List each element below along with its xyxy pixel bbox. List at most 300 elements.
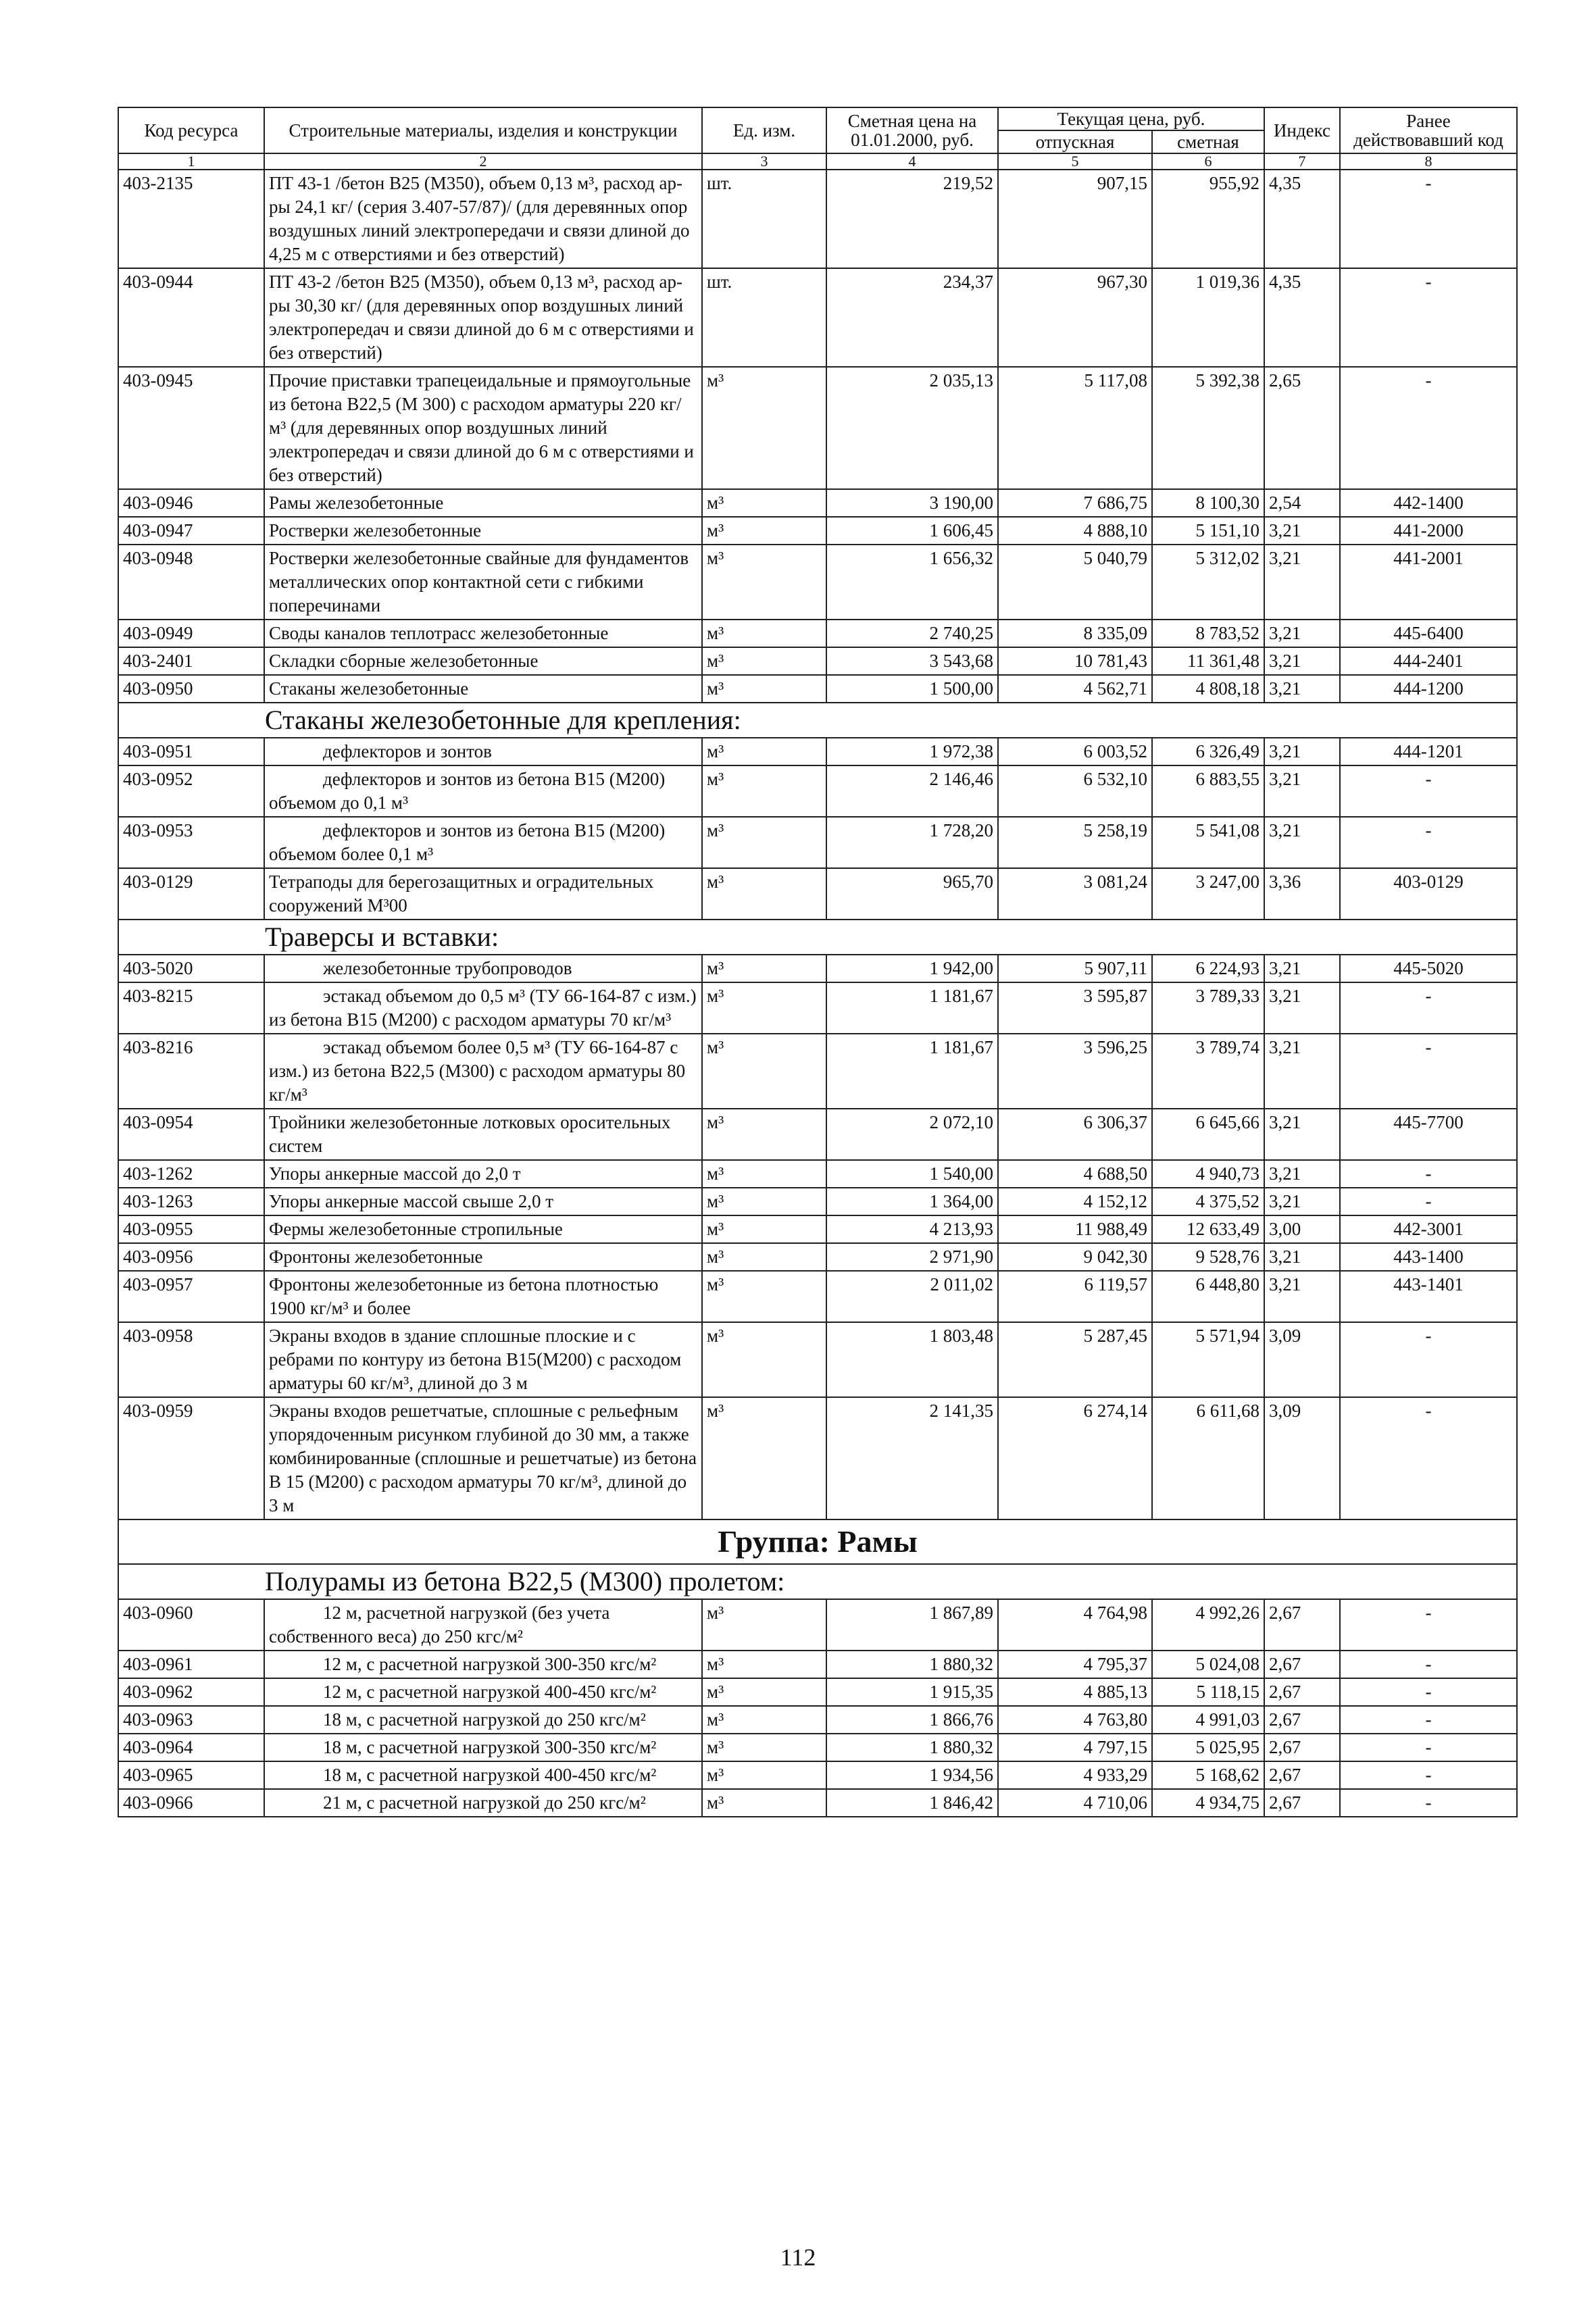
smeta-price: 8 100,30 (1152, 489, 1264, 517)
resource-code: 403-0966 (118, 1789, 264, 1817)
unit-of-measure: м³ (702, 1188, 826, 1215)
previous-code: 441-2000 (1340, 517, 1517, 545)
smeta-price: 5 312,02 (1152, 545, 1264, 620)
previous-code: 442-1400 (1340, 489, 1517, 517)
price-index: 3,09 (1264, 1397, 1340, 1519)
material-name: ПТ 43-1 /бетон В25 (М350), объем 0,13 м³, расход ар-ры 24,1 кг/ (серия 3.407-57/87)/ (для деревянных опор воздушных линий электропередачи и связи длиной до 4,25 м с отверстиями и без отверстий) (264, 170, 702, 268)
unit-of-measure: м³ (702, 1034, 826, 1109)
price-index: 3,21 (1264, 817, 1340, 868)
unit-of-measure: м³ (702, 1706, 826, 1734)
price-index: 2,65 (1264, 367, 1340, 489)
table-row (118, 1215, 1517, 1243)
previous-code: 444-1200 (1340, 675, 1517, 703)
estimate-price: 1 866,76 (826, 1706, 998, 1734)
release-price: 9 042,30 (998, 1243, 1152, 1271)
estimate-price: 1 181,67 (826, 1034, 998, 1109)
release-price: 907,15 (998, 170, 1152, 268)
previous-code: 444-2401 (1340, 647, 1517, 675)
estimate-price: 2 011,02 (826, 1271, 998, 1322)
unit-of-measure: м³ (702, 489, 826, 517)
material-name: Своды каналов теплотрасс железобетонные (264, 620, 702, 647)
material-name: Ростверки железобетонные (264, 517, 702, 545)
previous-code: 403-0129 (1340, 868, 1517, 920)
previous-code: - (1340, 268, 1517, 367)
header-release-price: отпускная (998, 130, 1152, 153)
resource-code: 403-1262 (118, 1160, 264, 1188)
previous-code: - (1340, 1678, 1517, 1706)
resource-code: 403-0957 (118, 1271, 264, 1322)
resource-code: 403-2135 (118, 170, 264, 268)
previous-code: - (1340, 1188, 1517, 1215)
smeta-price: 12 633,49 (1152, 1215, 1264, 1243)
resource-code: 403-0945 (118, 367, 264, 489)
table-row (118, 1789, 1517, 1817)
estimate-price: 1 972,38 (826, 738, 998, 765)
smeta-price: 3 789,74 (1152, 1034, 1264, 1109)
unit-of-measure: м³ (702, 1215, 826, 1243)
unit-of-measure: м³ (702, 738, 826, 765)
smeta-price: 6 611,68 (1152, 1397, 1264, 1519)
unit-of-measure: м³ (702, 868, 826, 920)
column-number: 8 (1340, 153, 1517, 170)
section-heading: Стаканы железобетонные для крепления: (118, 703, 1517, 738)
resource-code: 403-1263 (118, 1188, 264, 1215)
release-price: 4 888,10 (998, 517, 1152, 545)
previous-code: - (1340, 1706, 1517, 1734)
previous-code: - (1340, 1761, 1517, 1789)
table-row (118, 1678, 1517, 1706)
smeta-price: 6 448,80 (1152, 1271, 1264, 1322)
table-row (118, 765, 1517, 817)
resource-code: 403-0948 (118, 545, 264, 620)
smeta-price: 4 940,73 (1152, 1160, 1264, 1188)
smeta-price: 4 992,26 (1152, 1599, 1264, 1651)
section-heading-row (118, 1564, 1517, 1599)
price-index: 3,21 (1264, 675, 1340, 703)
header-index: Индекс (1264, 107, 1340, 153)
smeta-price: 5 024,08 (1152, 1651, 1264, 1678)
group-heading: Группа: Рамы (118, 1519, 1517, 1564)
price-index: 2,67 (1264, 1789, 1340, 1817)
release-price: 6 274,14 (998, 1397, 1152, 1519)
release-price: 8 335,09 (998, 620, 1152, 647)
section-heading-row (118, 703, 1517, 738)
table-row (118, 647, 1517, 675)
previous-code: - (1340, 765, 1517, 817)
unit-of-measure: м³ (702, 765, 826, 817)
unit-of-measure: м³ (702, 545, 826, 620)
table-row (118, 1243, 1517, 1271)
table-row (118, 620, 1517, 647)
unit-of-measure: шт. (702, 268, 826, 367)
resource-code: 403-8215 (118, 982, 264, 1034)
header-name: Строительные материалы, изделия и конструкции (264, 107, 702, 153)
unit-of-measure: м³ (702, 517, 826, 545)
previous-code: - (1340, 1160, 1517, 1188)
resource-code: 403-0965 (118, 1761, 264, 1789)
price-index: 3,21 (1264, 738, 1340, 765)
previous-code: - (1340, 1599, 1517, 1651)
resource-code: 403-0955 (118, 1215, 264, 1243)
previous-code: - (1340, 367, 1517, 489)
unit-of-measure: м³ (702, 817, 826, 868)
price-table-sheet (118, 107, 1516, 1817)
release-price: 4 764,98 (998, 1599, 1152, 1651)
column-number: 7 (1264, 153, 1340, 170)
price-index: 3,09 (1264, 1322, 1340, 1397)
price-index: 2,67 (1264, 1734, 1340, 1761)
release-price: 4 562,71 (998, 675, 1152, 703)
table-row (118, 517, 1517, 545)
smeta-price: 5 541,08 (1152, 817, 1264, 868)
price-index: 3,21 (1264, 545, 1340, 620)
estimate-price: 1 880,32 (826, 1651, 998, 1678)
resource-code: 403-0954 (118, 1109, 264, 1160)
table-row (118, 1651, 1517, 1678)
resource-code: 403-5020 (118, 955, 264, 982)
table-row (118, 1734, 1517, 1761)
material-name (264, 817, 702, 868)
unit-of-measure: м³ (702, 1734, 826, 1761)
material-name-text: 18 м, с расчетной нагрузкой 300-350 кгс/м² (323, 1737, 657, 1757)
release-price: 11 988,49 (998, 1215, 1152, 1243)
material-name-text: дефлекторов и зонтов из бетона В15 (М200) объемом до 0,1 м³ (269, 769, 666, 813)
table-row (118, 545, 1517, 620)
resource-code: 403-8216 (118, 1034, 264, 1109)
price-index: 4,35 (1264, 268, 1340, 367)
material-name-text: железобетонные трубопроводов (323, 958, 572, 978)
release-price: 5 258,19 (998, 817, 1152, 868)
price-index: 3,00 (1264, 1215, 1340, 1243)
material-name: Экраны входов в здание сплошные плоские и с ребрами по контуру из бетона В15(М200) с расходом арматуры 60 кг/м³, длиной до 3 м (264, 1322, 702, 1397)
unit-of-measure: м³ (702, 1160, 826, 1188)
material-name-text: дефлекторов и зонтов (323, 741, 492, 761)
table-row (118, 1109, 1517, 1160)
estimate-price: 3 543,68 (826, 647, 998, 675)
resource-code: 403-0962 (118, 1678, 264, 1706)
previous-code: - (1340, 982, 1517, 1034)
resource-code: 403-2401 (118, 647, 264, 675)
previous-code: - (1340, 1789, 1517, 1817)
column-number: 6 (1152, 153, 1264, 170)
estimate-price: 1 880,32 (826, 1734, 998, 1761)
resource-code: 403-0946 (118, 489, 264, 517)
material-name: Экраны входов решетчатые, сплошные с рельефным упорядоченным рисунком глубиной до 30 мм, а также комбинированные (сплошные и решетчатые) из бетона В 15 (М200) с расходом арматуры 70 кг/м³, длиной до 3 м (264, 1397, 702, 1519)
price-index: 2,67 (1264, 1706, 1340, 1734)
estimate-price: 1 915,35 (826, 1678, 998, 1706)
resource-code: 403-0949 (118, 620, 264, 647)
material-name: Складки сборные железобетонные (264, 647, 702, 675)
resource-code: 403-0944 (118, 268, 264, 367)
estimate-price: 1 942,00 (826, 955, 998, 982)
table-row (118, 1706, 1517, 1734)
previous-code: 443-1400 (1340, 1243, 1517, 1271)
price-index: 2,67 (1264, 1678, 1340, 1706)
material-name (264, 1734, 702, 1761)
estimate-price: 1 606,45 (826, 517, 998, 545)
resource-code: 403-0956 (118, 1243, 264, 1271)
smeta-price: 6 883,55 (1152, 765, 1264, 817)
price-index: 3,21 (1264, 982, 1340, 1034)
price-index: 3,21 (1264, 1188, 1340, 1215)
estimate-price: 3 190,00 (826, 489, 998, 517)
unit-of-measure: м³ (702, 620, 826, 647)
table-row (118, 1188, 1517, 1215)
material-name-text: дефлекторов и зонтов из бетона В15 (М200) объемом более 0,1 м³ (269, 820, 666, 864)
table-row (118, 268, 1517, 367)
previous-code: 445-5020 (1340, 955, 1517, 982)
price-table (118, 107, 1518, 1817)
material-name-text: 12 м, расчетной нагрузкой (без учета собственного веса) до 250 кгс/м² (269, 1603, 610, 1646)
resource-code: 403-0951 (118, 738, 264, 765)
previous-code: 441-2001 (1340, 545, 1517, 620)
material-name (264, 738, 702, 765)
previous-code: - (1340, 817, 1517, 868)
release-price: 4 795,37 (998, 1651, 1152, 1678)
unit-of-measure: м³ (702, 1322, 826, 1397)
column-number: 3 (702, 153, 826, 170)
price-index: 3,21 (1264, 955, 1340, 982)
unit-of-measure: м³ (702, 1651, 826, 1678)
material-name (264, 1789, 702, 1817)
release-price: 5 907,11 (998, 955, 1152, 982)
material-name: Фронтоны железобетонные из бетона плотностью 1900 кг/м³ и более (264, 1271, 702, 1322)
release-price: 7 686,75 (998, 489, 1152, 517)
estimate-price: 1 846,42 (826, 1789, 998, 1817)
column-number: 4 (826, 153, 998, 170)
material-name (264, 982, 702, 1034)
material-name: Прочие приставки трапецеидальные и прямоугольные из бетона В22,5 (М 300) с расходом арматуры 220 кг/м³ (для деревянных опор воздушных линий электропередач и связи длиной до 6 м с отверстиями и без отверстий) (264, 367, 702, 489)
unit-of-measure: м³ (702, 647, 826, 675)
estimate-price: 2 035,13 (826, 367, 998, 489)
release-price: 4 763,80 (998, 1706, 1152, 1734)
release-price: 4 885,13 (998, 1678, 1152, 1706)
column-numbers-row (118, 153, 1517, 170)
header-smeta-price: сметная (1152, 130, 1264, 153)
estimate-price: 1 181,67 (826, 982, 998, 1034)
previous-code: 444-1201 (1340, 738, 1517, 765)
material-name-text: 12 м, с расчетной нагрузкой 300-350 кгс/м² (323, 1654, 657, 1674)
unit-of-measure: м³ (702, 955, 826, 982)
release-price: 967,30 (998, 268, 1152, 367)
estimate-price: 2 141,35 (826, 1397, 998, 1519)
price-index: 3,21 (1264, 620, 1340, 647)
estimate-price: 2 971,90 (826, 1243, 998, 1271)
material-name (264, 765, 702, 817)
table-body (118, 170, 1517, 1817)
unit-of-measure: м³ (702, 1271, 826, 1322)
table-row (118, 817, 1517, 868)
material-name: Рамы железобетонные (264, 489, 702, 517)
previous-code: - (1340, 1397, 1517, 1519)
release-price: 6 306,37 (998, 1109, 1152, 1160)
smeta-price: 4 808,18 (1152, 675, 1264, 703)
resource-code: 403-0947 (118, 517, 264, 545)
smeta-price: 4 375,52 (1152, 1188, 1264, 1215)
smeta-price: 6 326,49 (1152, 738, 1264, 765)
material-name: Ростверки железобетонные свайные для фундаментов металлических опор контактной сети с гибкими поперечинами (264, 545, 702, 620)
group-heading-row (118, 1519, 1517, 1564)
unit-of-measure: м³ (702, 1789, 826, 1817)
table-row (118, 489, 1517, 517)
estimate-price: 1 934,56 (826, 1761, 998, 1789)
smeta-price: 5 392,38 (1152, 367, 1264, 489)
smeta-price: 8 783,52 (1152, 620, 1264, 647)
release-price: 6 532,10 (998, 765, 1152, 817)
price-index: 2,67 (1264, 1651, 1340, 1678)
smeta-price: 5 571,94 (1152, 1322, 1264, 1397)
unit-of-measure: м³ (702, 675, 826, 703)
material-name-text: 12 м, с расчетной нагрузкой 400-450 кгс/м² (323, 1682, 657, 1702)
table-row (118, 868, 1517, 920)
unit-of-measure: м³ (702, 367, 826, 489)
page-number: 112 (780, 2244, 816, 2271)
smeta-price: 5 025,95 (1152, 1734, 1264, 1761)
material-name: Фронтоны железобетонные (264, 1243, 702, 1271)
release-price: 6 119,57 (998, 1271, 1152, 1322)
price-index: 3,21 (1264, 765, 1340, 817)
smeta-price: 5 118,15 (1152, 1678, 1264, 1706)
estimate-price: 1 364,00 (826, 1188, 998, 1215)
smeta-price: 955,92 (1152, 170, 1264, 268)
table-row (118, 738, 1517, 765)
price-index: 4,35 (1264, 170, 1340, 268)
material-name (264, 1034, 702, 1109)
header-code: Код ресурса (118, 107, 264, 153)
estimate-price: 2 740,25 (826, 620, 998, 647)
resource-code: 403-0958 (118, 1322, 264, 1397)
material-name-text: 18 м, с расчетной нагрузкой до 250 кгс/м² (323, 1709, 646, 1730)
material-name (264, 1599, 702, 1651)
price-index: 3,21 (1264, 517, 1340, 545)
smeta-price: 4 991,03 (1152, 1706, 1264, 1734)
smeta-price: 9 528,76 (1152, 1243, 1264, 1271)
unit-of-measure: м³ (702, 1109, 826, 1160)
price-index: 3,21 (1264, 1160, 1340, 1188)
estimate-price: 1 867,89 (826, 1599, 998, 1651)
resource-code: 403-0953 (118, 817, 264, 868)
table-row (118, 1761, 1517, 1789)
price-index: 3,36 (1264, 868, 1340, 920)
table-row (118, 1397, 1517, 1519)
release-price: 5 287,45 (998, 1322, 1152, 1397)
column-number: 1 (118, 153, 264, 170)
unit-of-measure: шт. (702, 170, 826, 268)
material-name-text: 18 м, с расчетной нагрузкой 400-450 кгс/м² (323, 1765, 657, 1785)
material-name (264, 1706, 702, 1734)
resource-code: 403-0952 (118, 765, 264, 817)
table-row (118, 1160, 1517, 1188)
previous-code: - (1340, 170, 1517, 268)
price-index: 2,67 (1264, 1599, 1340, 1651)
header-estimate-price: Сметная цена на 01.01.2000, руб. (826, 107, 998, 153)
resource-code: 403-0960 (118, 1599, 264, 1651)
material-name-text: 21 м, с расчетной нагрузкой до 250 кгс/м² (323, 1792, 646, 1813)
material-name: Упоры анкерные массой свыше 2,0 т (264, 1188, 702, 1215)
estimate-price: 1 728,20 (826, 817, 998, 868)
smeta-price: 11 361,48 (1152, 647, 1264, 675)
resource-code: 403-0950 (118, 675, 264, 703)
release-price: 10 781,43 (998, 647, 1152, 675)
estimate-price: 1 656,32 (826, 545, 998, 620)
smeta-price: 1 019,36 (1152, 268, 1264, 367)
material-name (264, 1678, 702, 1706)
material-name: Фермы железобетонные стропильные (264, 1215, 702, 1243)
previous-code: 442-3001 (1340, 1215, 1517, 1243)
previous-code: 445-7700 (1340, 1109, 1517, 1160)
column-number: 2 (264, 153, 702, 170)
section-heading: Полурамы из бетона В22,5 (М300) пролетом: (118, 1564, 1517, 1599)
price-index: 2,67 (1264, 1761, 1340, 1789)
release-price: 3 596,25 (998, 1034, 1152, 1109)
material-name: Упоры анкерные массой до 2,0 т (264, 1160, 702, 1188)
estimate-price: 2 072,10 (826, 1109, 998, 1160)
smeta-price: 3 247,00 (1152, 868, 1264, 920)
unit-of-measure: м³ (702, 1243, 826, 1271)
release-price: 3 595,87 (998, 982, 1152, 1034)
unit-of-measure: м³ (702, 1761, 826, 1789)
price-index: 3,21 (1264, 1109, 1340, 1160)
header-current-price: Текущая цена, руб. (998, 107, 1264, 130)
estimate-price: 2 146,46 (826, 765, 998, 817)
table-row (118, 170, 1517, 268)
material-name: Тройники железобетонные лотковых оросительных систем (264, 1109, 702, 1160)
release-price: 5 117,08 (998, 367, 1152, 489)
header-unit: Ед. изм. (702, 107, 826, 153)
material-name (264, 955, 702, 982)
release-price: 4 688,50 (998, 1160, 1152, 1188)
column-number: 5 (998, 153, 1152, 170)
release-price: 4 152,12 (998, 1188, 1152, 1215)
section-heading: Траверсы и вставки: (118, 920, 1517, 955)
material-name (264, 1761, 702, 1789)
estimate-price: 1 540,00 (826, 1160, 998, 1188)
release-price: 4 797,15 (998, 1734, 1152, 1761)
resource-code: 403-0963 (118, 1706, 264, 1734)
unit-of-measure: м³ (702, 1678, 826, 1706)
previous-code: 445-6400 (1340, 620, 1517, 647)
unit-of-measure: м³ (702, 1397, 826, 1519)
material-name: ПТ 43-2 /бетон В25 (М350), объем 0,13 м³, расход ар-ры 30,30 кг/ (для деревянных опор воздушных линий электропередач и связи длиной до 6 м с отверстиями и без отверстий) (264, 268, 702, 367)
table-row (118, 1271, 1517, 1322)
previous-code: - (1340, 1034, 1517, 1109)
release-price: 4 710,06 (998, 1789, 1152, 1817)
price-index: 3,21 (1264, 1243, 1340, 1271)
price-index: 2,54 (1264, 489, 1340, 517)
previous-code: - (1340, 1651, 1517, 1678)
price-index: 3,21 (1264, 1271, 1340, 1322)
resource-code: 403-0961 (118, 1651, 264, 1678)
smeta-price: 3 789,33 (1152, 982, 1264, 1034)
smeta-price: 6 224,93 (1152, 955, 1264, 982)
estimate-price: 1 500,00 (826, 675, 998, 703)
table-row (118, 955, 1517, 982)
price-index: 3,21 (1264, 647, 1340, 675)
table-row (118, 675, 1517, 703)
estimate-price: 234,37 (826, 268, 998, 367)
smeta-price: 4 934,75 (1152, 1789, 1264, 1817)
material-name: Тетраподы для берегозащитных и оградительных сооружений М³00 (264, 868, 702, 920)
smeta-price: 6 645,66 (1152, 1109, 1264, 1160)
header-previous-code: Ранее действовавший код (1340, 107, 1517, 153)
release-price: 3 081,24 (998, 868, 1152, 920)
estimate-price: 4 213,93 (826, 1215, 998, 1243)
resource-code: 403-0129 (118, 868, 264, 920)
resource-code: 403-0964 (118, 1734, 264, 1761)
release-price: 6 003,52 (998, 738, 1152, 765)
material-name-text: эстакад объемом до 0,5 м³ (ТУ 66-164-87 с изм.) из бетона В15 (М200) с расходом арматуры 70 кг/м³ (269, 986, 697, 1030)
release-price: 5 040,79 (998, 545, 1152, 620)
